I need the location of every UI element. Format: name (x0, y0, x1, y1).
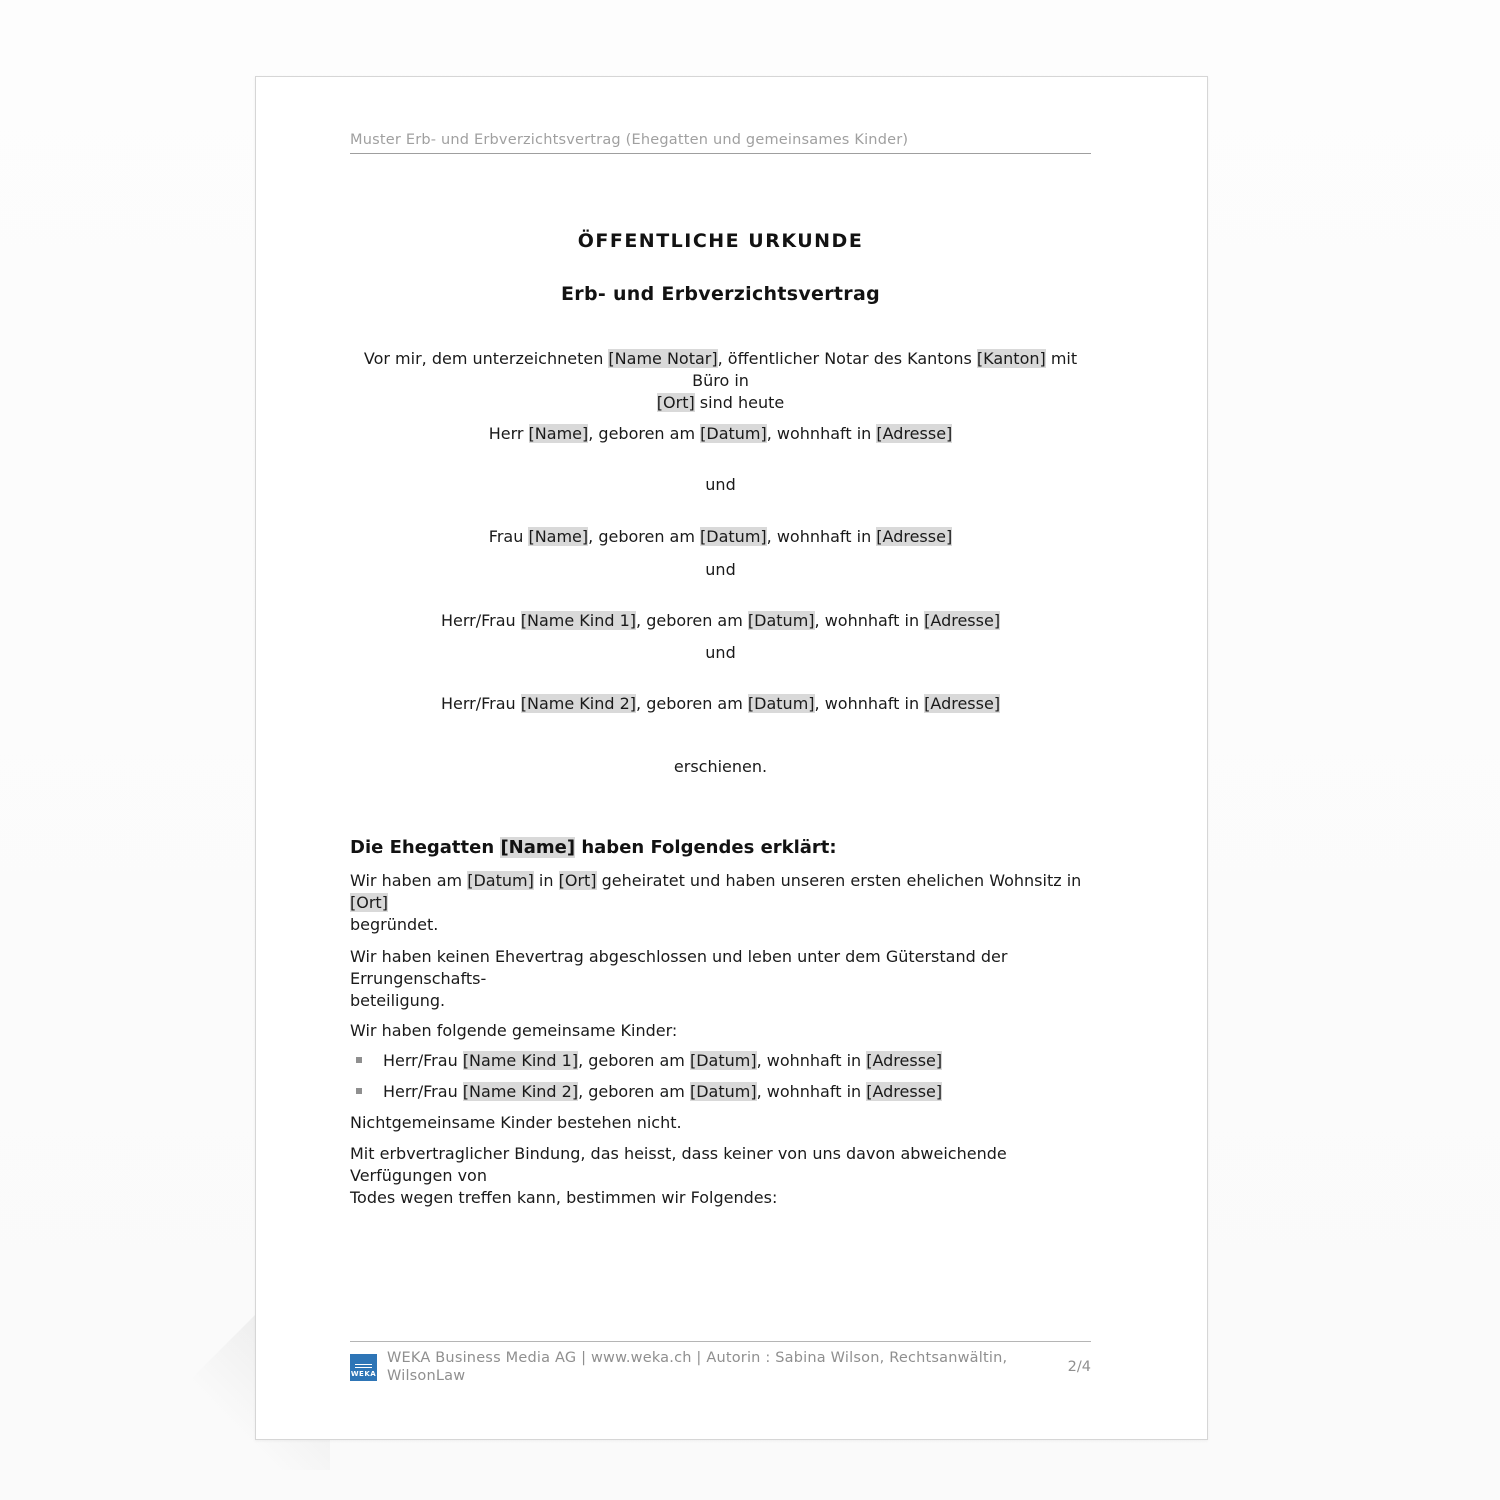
placeholder-field: [Name] (528, 424, 589, 443)
logo-wordmark: WEKA (350, 1369, 377, 1378)
placeholder-field: [Adresse] (866, 1082, 943, 1101)
placeholder-field: [Adresse] (866, 1051, 943, 1070)
text-segment: Mit erbvertraglicher Bindung, das heisst, dass keiner von uns davon abweichende Verfügungen von (350, 1144, 1007, 1185)
text-segment: geheiratet und haben unseren ersten ehelichen Wohnsitz in (596, 871, 1082, 890)
text-segment: , wohnhaft in (756, 1051, 867, 1070)
party-line-kind-1 (350, 610, 1091, 632)
placeholder-field: [Name Kind 1] (520, 611, 637, 630)
intro-paragraph (350, 348, 1091, 414)
text-segment: , geboren am (578, 1082, 690, 1101)
placeholder-field: [Kanton] (976, 349, 1046, 368)
text-segment: Todes wegen treffen kann, bestimmen wir Folgendes: (350, 1188, 778, 1207)
text-segment: Herr/Frau (440, 611, 521, 630)
children-list (350, 1050, 1091, 1103)
text-segment: , wohnhaft in (766, 424, 877, 443)
text-segment: , geboren am (636, 611, 748, 630)
placeholder-field: [Name Kind 1] (462, 1051, 579, 1070)
party-line-herr (350, 423, 1091, 445)
section-heading (350, 836, 1091, 860)
weka-logo (350, 1354, 377, 1381)
connector-und-1: und (705, 475, 736, 494)
text-segment: begründet. (350, 915, 439, 934)
text-segment: Frau (488, 527, 529, 546)
text-segment: in (533, 871, 559, 890)
party-line-kind-2 (350, 693, 1091, 715)
document-page (255, 76, 1208, 1440)
placeholder-field: [Adresse] (924, 611, 1001, 630)
placeholder-field: [Ort] (350, 893, 388, 912)
text-segment: Vor mir, dem unterzeichneten (363, 349, 609, 368)
document-footer (350, 1341, 1091, 1385)
placeholder-field: [Adresse] (924, 694, 1001, 713)
text-segment: Die Ehegatten (350, 837, 501, 858)
text-segment: haben Folgendes erklärt: (575, 837, 837, 858)
placeholder-field: [Datum] (747, 694, 815, 713)
placeholder-field: [Ort] (558, 871, 597, 890)
text-segment: Herr/Frau (383, 1051, 463, 1070)
logo-bar (355, 1364, 372, 1365)
text-segment: Herr (488, 424, 529, 443)
list-item-kind-2 (350, 1081, 1091, 1103)
text-segment: , geboren am (636, 694, 748, 713)
placeholder-field: [Datum] (700, 527, 767, 546)
text-segment: , geboren am (588, 424, 701, 443)
text-segment: mit Büro in (692, 349, 1078, 390)
footer-text: WEKA Business Media AG | www.weka.ch | Autorin : Sabina Wilson, Rechtsanwältin, WilsonLaw (387, 1350, 1008, 1384)
text-segment: , geboren am (578, 1051, 690, 1070)
text-segment: sind heute (694, 393, 785, 412)
text-segment: Herr/Frau (383, 1082, 463, 1101)
placeholder-field: [Datum] (467, 871, 534, 890)
placeholder-field: [Adresse] (876, 527, 953, 546)
document-subtitle: Erb- und Erbverzichtsvertrag (561, 283, 880, 305)
connector-und-3: und (705, 643, 736, 662)
text-segment: , wohnhaft in (766, 527, 877, 546)
erschienen-line: erschienen. (673, 757, 768, 776)
placeholder-field: [Adresse] (876, 424, 953, 443)
logo-bar (355, 1367, 372, 1368)
party-line-frau (350, 526, 1091, 548)
paragraph-binding-clause (350, 1143, 1091, 1209)
text-segment: , wohnhaft in (814, 611, 925, 630)
placeholder-field: [Datum] (747, 611, 815, 630)
document-content (350, 77, 1091, 1209)
document-title: ÖFFENTLICHE URKUNDE (577, 230, 864, 252)
paragraph-children-intro: Wir haben folgende gemeinsame Kinder: (350, 1021, 678, 1040)
text-segment: , wohnhaft in (756, 1082, 867, 1101)
text-segment: , wohnhaft in (814, 694, 925, 713)
text-segment: beteiligung. (350, 991, 446, 1010)
paragraph-marriage (350, 870, 1091, 936)
placeholder-field: [Name Notar] (608, 349, 718, 368)
placeholder-field: [Name] (528, 527, 589, 546)
placeholder-field: [Datum] (700, 424, 767, 443)
text-segment: , geboren am (588, 527, 701, 546)
text-segment: Wir haben am (350, 871, 468, 890)
page-number: 2/4 (1067, 1359, 1091, 1375)
placeholder-field: [Datum] (689, 1051, 757, 1070)
placeholder-field: [Datum] (689, 1082, 757, 1101)
paragraph-no-other-children: Nichtgemeinsame Kinder bestehen nicht. (350, 1113, 682, 1132)
placeholder-field: [Ort] (656, 393, 695, 412)
connector-und-2: und (705, 560, 736, 579)
list-item-kind-1 (350, 1050, 1091, 1072)
text-segment: Wir haben keinen Ehevertrag abgeschlossen und leben unter dem Güterstand der Errungenschafts- (350, 947, 1008, 988)
header-title: Muster Erb- und Erbverzichtsvertrag (Ehegatten und gemeinsames Kinder) (350, 132, 909, 148)
placeholder-field: [Name Kind 2] (462, 1082, 579, 1101)
paragraph-ehevertrag (350, 946, 1091, 1012)
text-segment: , öffentlicher Notar des Kantons (717, 349, 977, 368)
placeholder-field: [Name] (500, 837, 576, 858)
text-segment: Herr/Frau (440, 694, 521, 713)
document-header (350, 77, 1091, 154)
placeholder-field: [Name Kind 2] (520, 694, 637, 713)
